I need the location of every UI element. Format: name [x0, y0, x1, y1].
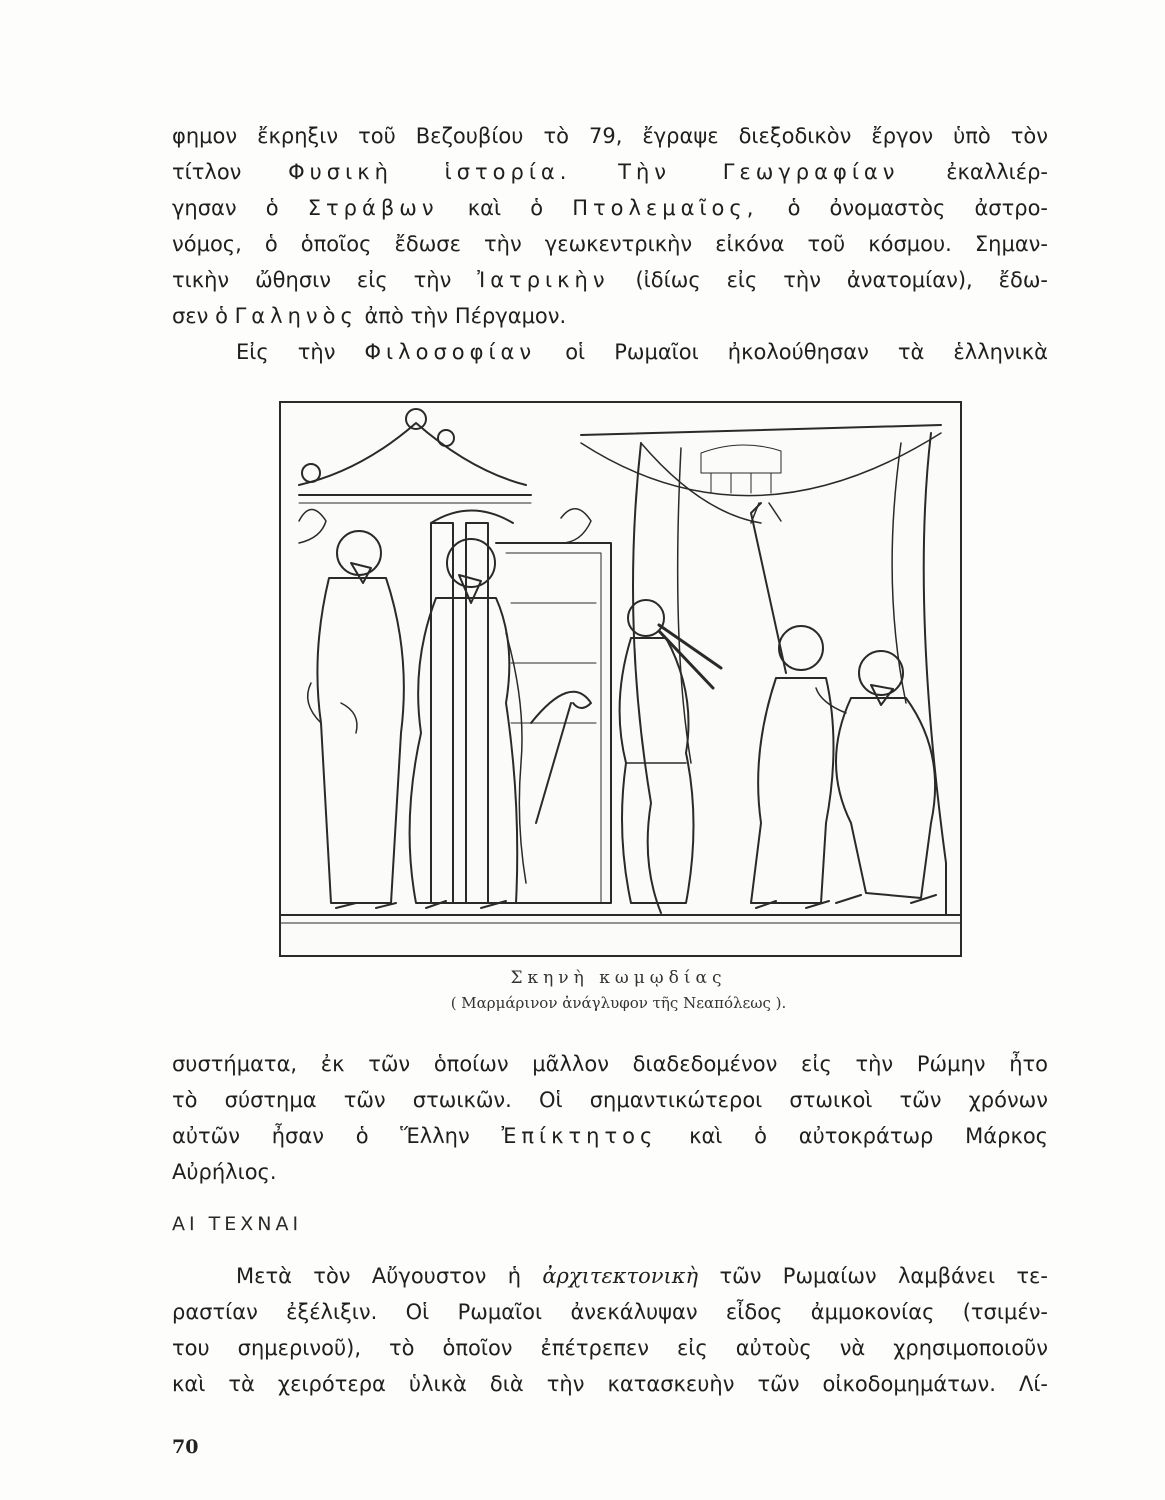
emphasis-term: Φυσικὴ ἱστορία. — [288, 160, 572, 184]
emphasis-term: Πτολεμαῖος, — [572, 196, 759, 220]
caption-subtitle: ( Μαρμάρινον ἀνάγλυφον τῆς Νεαπόλεως ). — [450, 994, 787, 1012]
text-line: αὐτῶν ἦσαν ὁ Ἕλλην Ἐπίκτητος καὶ ὁ αὐτοκράτωρ Μάρκος — [172, 1124, 1048, 1148]
top-paragraph — [172, 118, 1048, 370]
mask-mouth — [351, 563, 371, 583]
comedy-relief-illustration — [279, 401, 962, 957]
emphasis-term: Στράβων — [307, 196, 439, 220]
page-number: 70 — [172, 1436, 199, 1458]
section-heading: ΑΙ ΤΕΧΝΑΙ — [172, 1213, 303, 1235]
actor-robe — [410, 598, 518, 903]
comic-mask — [859, 651, 903, 695]
emphasis-term: Ἐπίκτητος — [501, 1124, 658, 1148]
comic-mask — [337, 531, 381, 575]
emphasis-term: Γαληνὸς — [234, 304, 358, 328]
rosette — [406, 409, 426, 429]
rosette — [438, 430, 454, 446]
curtain-fold — [633, 443, 661, 913]
text-line: νόμος, ὁ ὁποῖος ἔδωσε τὴν γεωκεντρικὴν εἰκόνα τοῦ κόσμου. Σημαν- — [172, 232, 1048, 256]
caption-title: Σκηνὴ κωμῳδίας — [510, 968, 727, 988]
text-line: σεν ὁ Γαληνὸς ἀπὸ τὴν Πέργαμον. — [172, 304, 567, 328]
text-line: γησαν ὁ Στράβων καὶ ὁ Πτολεμαῖος, ὁ ὀνομαστὸς ἀστρο- — [172, 196, 1049, 220]
figure-caption — [279, 966, 958, 1016]
background-arcade — [711, 473, 771, 493]
text-line: φημον ἔκρηξιν τοῦ Βεζουβίου τὸ 79, ἔγραψε διεξοδικὸν ἔργον ὑπὸ τὸν — [172, 124, 1048, 148]
actor-arm — [308, 683, 357, 733]
shepherd-staff — [531, 692, 591, 723]
door-arch — [431, 511, 513, 524]
doorway-frame — [506, 553, 601, 903]
text-line: Αὐρήλιος. — [172, 1160, 277, 1184]
griffin-ornament — [299, 510, 326, 544]
actor-robe — [317, 578, 403, 903]
relief-drawing — [281, 403, 960, 955]
emphasis-term: Τὴν Γεωγραφίαν — [618, 160, 900, 184]
young-actor-robe — [751, 678, 834, 903]
emphasis-term: ἀρχιτεκτονικὴ — [542, 1264, 699, 1288]
text-line: καὶ τὰ χειρότερα ὑλικὰ διὰ τὴν κατασκευὴν τῶν οἰκοδομημάτων. Λί- — [172, 1372, 1048, 1396]
text-line: τίτλον Φυσικὴ ἱστορία. Τὴν Γεωγραφίαν ἐκαλλιέρ- — [172, 160, 1048, 184]
raised-arm — [751, 503, 786, 673]
bottom-paragraph — [172, 1258, 1048, 1402]
rosette — [302, 464, 320, 482]
emphasis-term: Φιλοσοφίαν — [364, 340, 537, 364]
text-line: τικὴν ὤθησιν εἰς τὴν Ἰατρικὴν (ἰδίως εἰς τὴν ἀνατομίαν), ἔδω- — [172, 268, 1048, 292]
door-panel-lines — [511, 603, 596, 723]
young-actor-head — [779, 626, 823, 670]
background-arcade — [701, 445, 781, 473]
curtain-rod — [581, 425, 941, 435]
shepherd-staff — [536, 703, 571, 823]
curtain-fold — [924, 433, 946, 915]
text-line: του σημερινοῦ), τὸ ὁποῖον ἐπέτρεπεν εἰς αὐτοὺς νὰ χρησιμοποιοῦν — [172, 1336, 1048, 1360]
text-line: Μετὰ τὸν Αὔγουστον ἡ ἀρχιτεκτονικὴ τῶν Ρωμαίων λαμβάνει τε- — [236, 1264, 1048, 1288]
column — [431, 523, 453, 903]
text-line: ραστίαν ἐξέλιξιν. Οἱ Ρωμαῖοι ἀνεκάλυψαν εἶδος ἀμμοκονίας (τσιμέν- — [172, 1300, 1048, 1324]
emphasis-term: Ἰατρικὴν — [477, 268, 610, 292]
garland — [581, 433, 941, 496]
text-line: τὸ σύστημα τῶν στωικῶν. Οἱ σημαντικώτεροι στωικοὶ τῶν χρόνων — [172, 1088, 1048, 1112]
text-line: Εἰς τὴν Φιλοσοφίαν οἱ Ρωμαῖοι ἠκολούθησαν τὰ ἑλληνικὰ — [236, 340, 1049, 364]
slave-tunic — [836, 698, 935, 898]
pediment-arch — [299, 423, 526, 485]
middle-paragraph — [172, 1046, 1048, 1190]
text-line: συστήματα, ἐκ τῶν ὁποίων μᾶλλον διαδεδομένον εἰς τὴν Ρώμην ἦτο — [172, 1052, 1048, 1076]
griffin-ornament — [561, 509, 591, 543]
curtain-fold — [892, 443, 906, 703]
raised-arm-fingers — [751, 503, 781, 523]
flute-player-robe — [620, 638, 694, 903]
